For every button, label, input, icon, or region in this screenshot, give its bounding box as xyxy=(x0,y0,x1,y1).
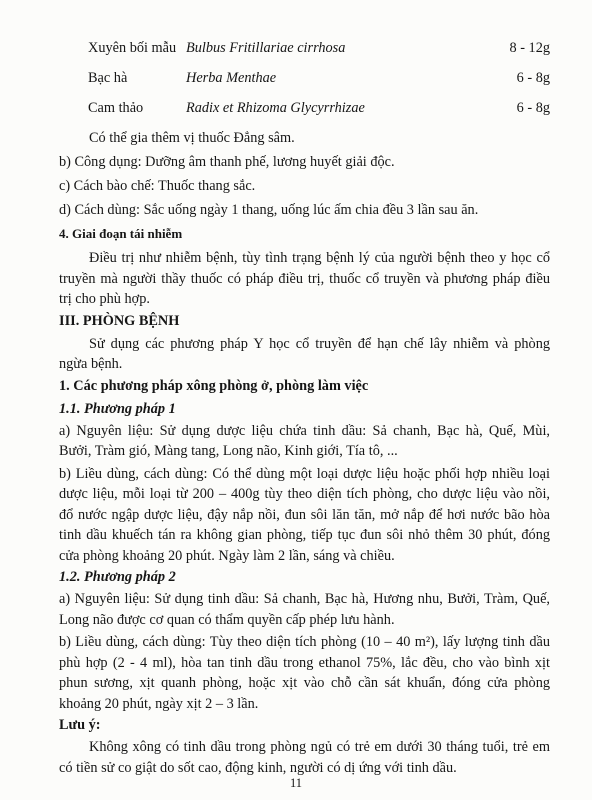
herb-dose: 8 - 12g xyxy=(509,40,550,56)
method-1-materials xyxy=(59,421,550,462)
paragraph-line: đổ nước ngập dược liệu, đậy nắp nồi, đun sôi lăn tăn, mở nắp để hơi nước bão hòa xyxy=(59,506,550,523)
herb-dose: 6 - 8g xyxy=(516,70,550,86)
herb-name: Xuyên bối mẫu xyxy=(88,40,177,56)
paragraph-line: Không xông có tinh dầu trong phòng ngủ có trẻ em dưới 30 tháng tuổi, trẻ em xyxy=(89,739,550,755)
caution-heading: Lưu ý: xyxy=(59,717,101,733)
herb-latin-name: Radix et Rhizoma Glycyrrhizae xyxy=(186,100,365,116)
herb-name: Cam thảo xyxy=(88,100,144,116)
formula-addition-note: Có thể gia thêm vị thuốc Đẳng sâm. xyxy=(89,130,295,146)
formula-row xyxy=(59,63,550,93)
paragraph-line: a) Nguyên liệu: Sử dụng dược liệu chứa tinh dầu: Sả chanh, Bạc hà, Quế, Mùi, xyxy=(59,422,550,439)
paragraph-line: truyền mà người thầy thuốc có pháp điều trị, thuốc cổ truyền và phương pháp điều xyxy=(59,270,550,287)
herb-dose: 6 - 8g xyxy=(516,100,550,116)
caution-paragraph xyxy=(59,737,550,778)
paragraph-line: Long não được cơ quan có thẩm quyền cấp phép lưu hành. xyxy=(59,611,395,628)
paragraph-line: có tiền sử co giật do sốt cao, động kinh, người có dị ứng với tinh dầu. xyxy=(59,759,457,776)
paragraph-line: trị cho phù hợp. xyxy=(59,291,150,307)
paragraph-line: phun sương, xịt quanh phòng, hoặc xịt vào chỗ cần sát khuẩn, đóng cửa phòng xyxy=(59,675,550,691)
paragraph-line: ngừa bệnh. xyxy=(59,356,123,372)
paragraph-line: Sử dụng các phương pháp Y học cổ truyền để hạn chế lây nhiễm và phòng xyxy=(89,335,550,352)
method-1-dosage xyxy=(59,464,550,567)
herb-name: Bạc hà xyxy=(88,70,128,86)
reinfection-paragraph xyxy=(59,248,550,310)
paragraph-line: dược liệu, mỗi loại từ 200 – 400g tùy theo diện tích phòng, cho dược liệu vào nồi, xyxy=(59,486,550,502)
method-1-heading: 1.1. Phương pháp 1 xyxy=(59,400,176,417)
paragraph-line: b) Liều dùng, cách dùng: Tùy theo diện tích phòng (10 – 40 m²), lấy lượng tinh dầu xyxy=(59,634,550,650)
formula-row xyxy=(59,93,550,123)
formula-row xyxy=(59,33,550,63)
paragraph-line: Bưởi, Tràm gió, Màng tang, Long não, Kinh giới, Tía tô, ... xyxy=(59,443,398,459)
formula-preparation: c) Cách bào chế: Thuốc thang sắc. xyxy=(59,178,256,194)
fumigation-heading: 1. Các phương pháp xông phòng ở, phòng làm việc xyxy=(59,377,369,394)
paragraph-line: tinh dầu khuếch tán ra không gian phòng, tiếp tục đun sôi nhỏ thêm 30 phút, đóng xyxy=(59,527,550,543)
method-2-heading: 1.2. Phương pháp 2 xyxy=(59,569,176,585)
method-2-materials xyxy=(59,589,550,630)
page-content xyxy=(59,33,550,778)
prevention-intro xyxy=(59,334,550,375)
page-number: 11 xyxy=(289,776,303,790)
paragraph-line: phù hợp (2 - 4 ml), hòa tan tinh dầu trong ethanol 75%, lắc đều, cho vào bình xịt xyxy=(59,654,550,671)
paragraph-line: a) Nguyên liệu: Sử dụng tinh dầu: Sả chanh, Bạc hà, Hương nhu, Bưởi, Tràm, Quế, xyxy=(59,591,550,607)
method-2-dosage xyxy=(59,632,550,714)
formula-effects: b) Công dụng: Dưỡng âm thanh phế, lương huyết giải độc. xyxy=(59,154,395,170)
paragraph-line: khoảng 20 phút, ngày xịt 2 – 3 lần. xyxy=(59,695,259,712)
herb-latin-name: Herba Menthae xyxy=(186,70,277,86)
paragraph-line: cửa phòng khoảng 20 phút. Ngày làm 2 lần, sáng và chiều. xyxy=(59,547,395,564)
reinfection-heading: 4. Giai đoạn tái nhiễm xyxy=(59,226,183,241)
formula-usage: d) Cách dùng: Sắc uống ngày 1 thang, uống lúc ấm chia đều 3 lần sau ăn. xyxy=(59,202,479,218)
paragraph-line: Điều trị như nhiễm bệnh, tùy tình trạng bệnh lý của người bệnh theo y học cổ xyxy=(89,250,550,266)
paragraph-line: b) Liều dùng, cách dùng: Có thể dùng một loại dược liệu hoặc phối hợp nhiều loại xyxy=(59,465,550,482)
herb-latin-name: Bulbus Fritillariae cirrhosa xyxy=(186,40,346,56)
prevention-heading: III. PHÒNG BỆNH xyxy=(59,312,180,329)
herbal-formula-table xyxy=(59,33,550,123)
